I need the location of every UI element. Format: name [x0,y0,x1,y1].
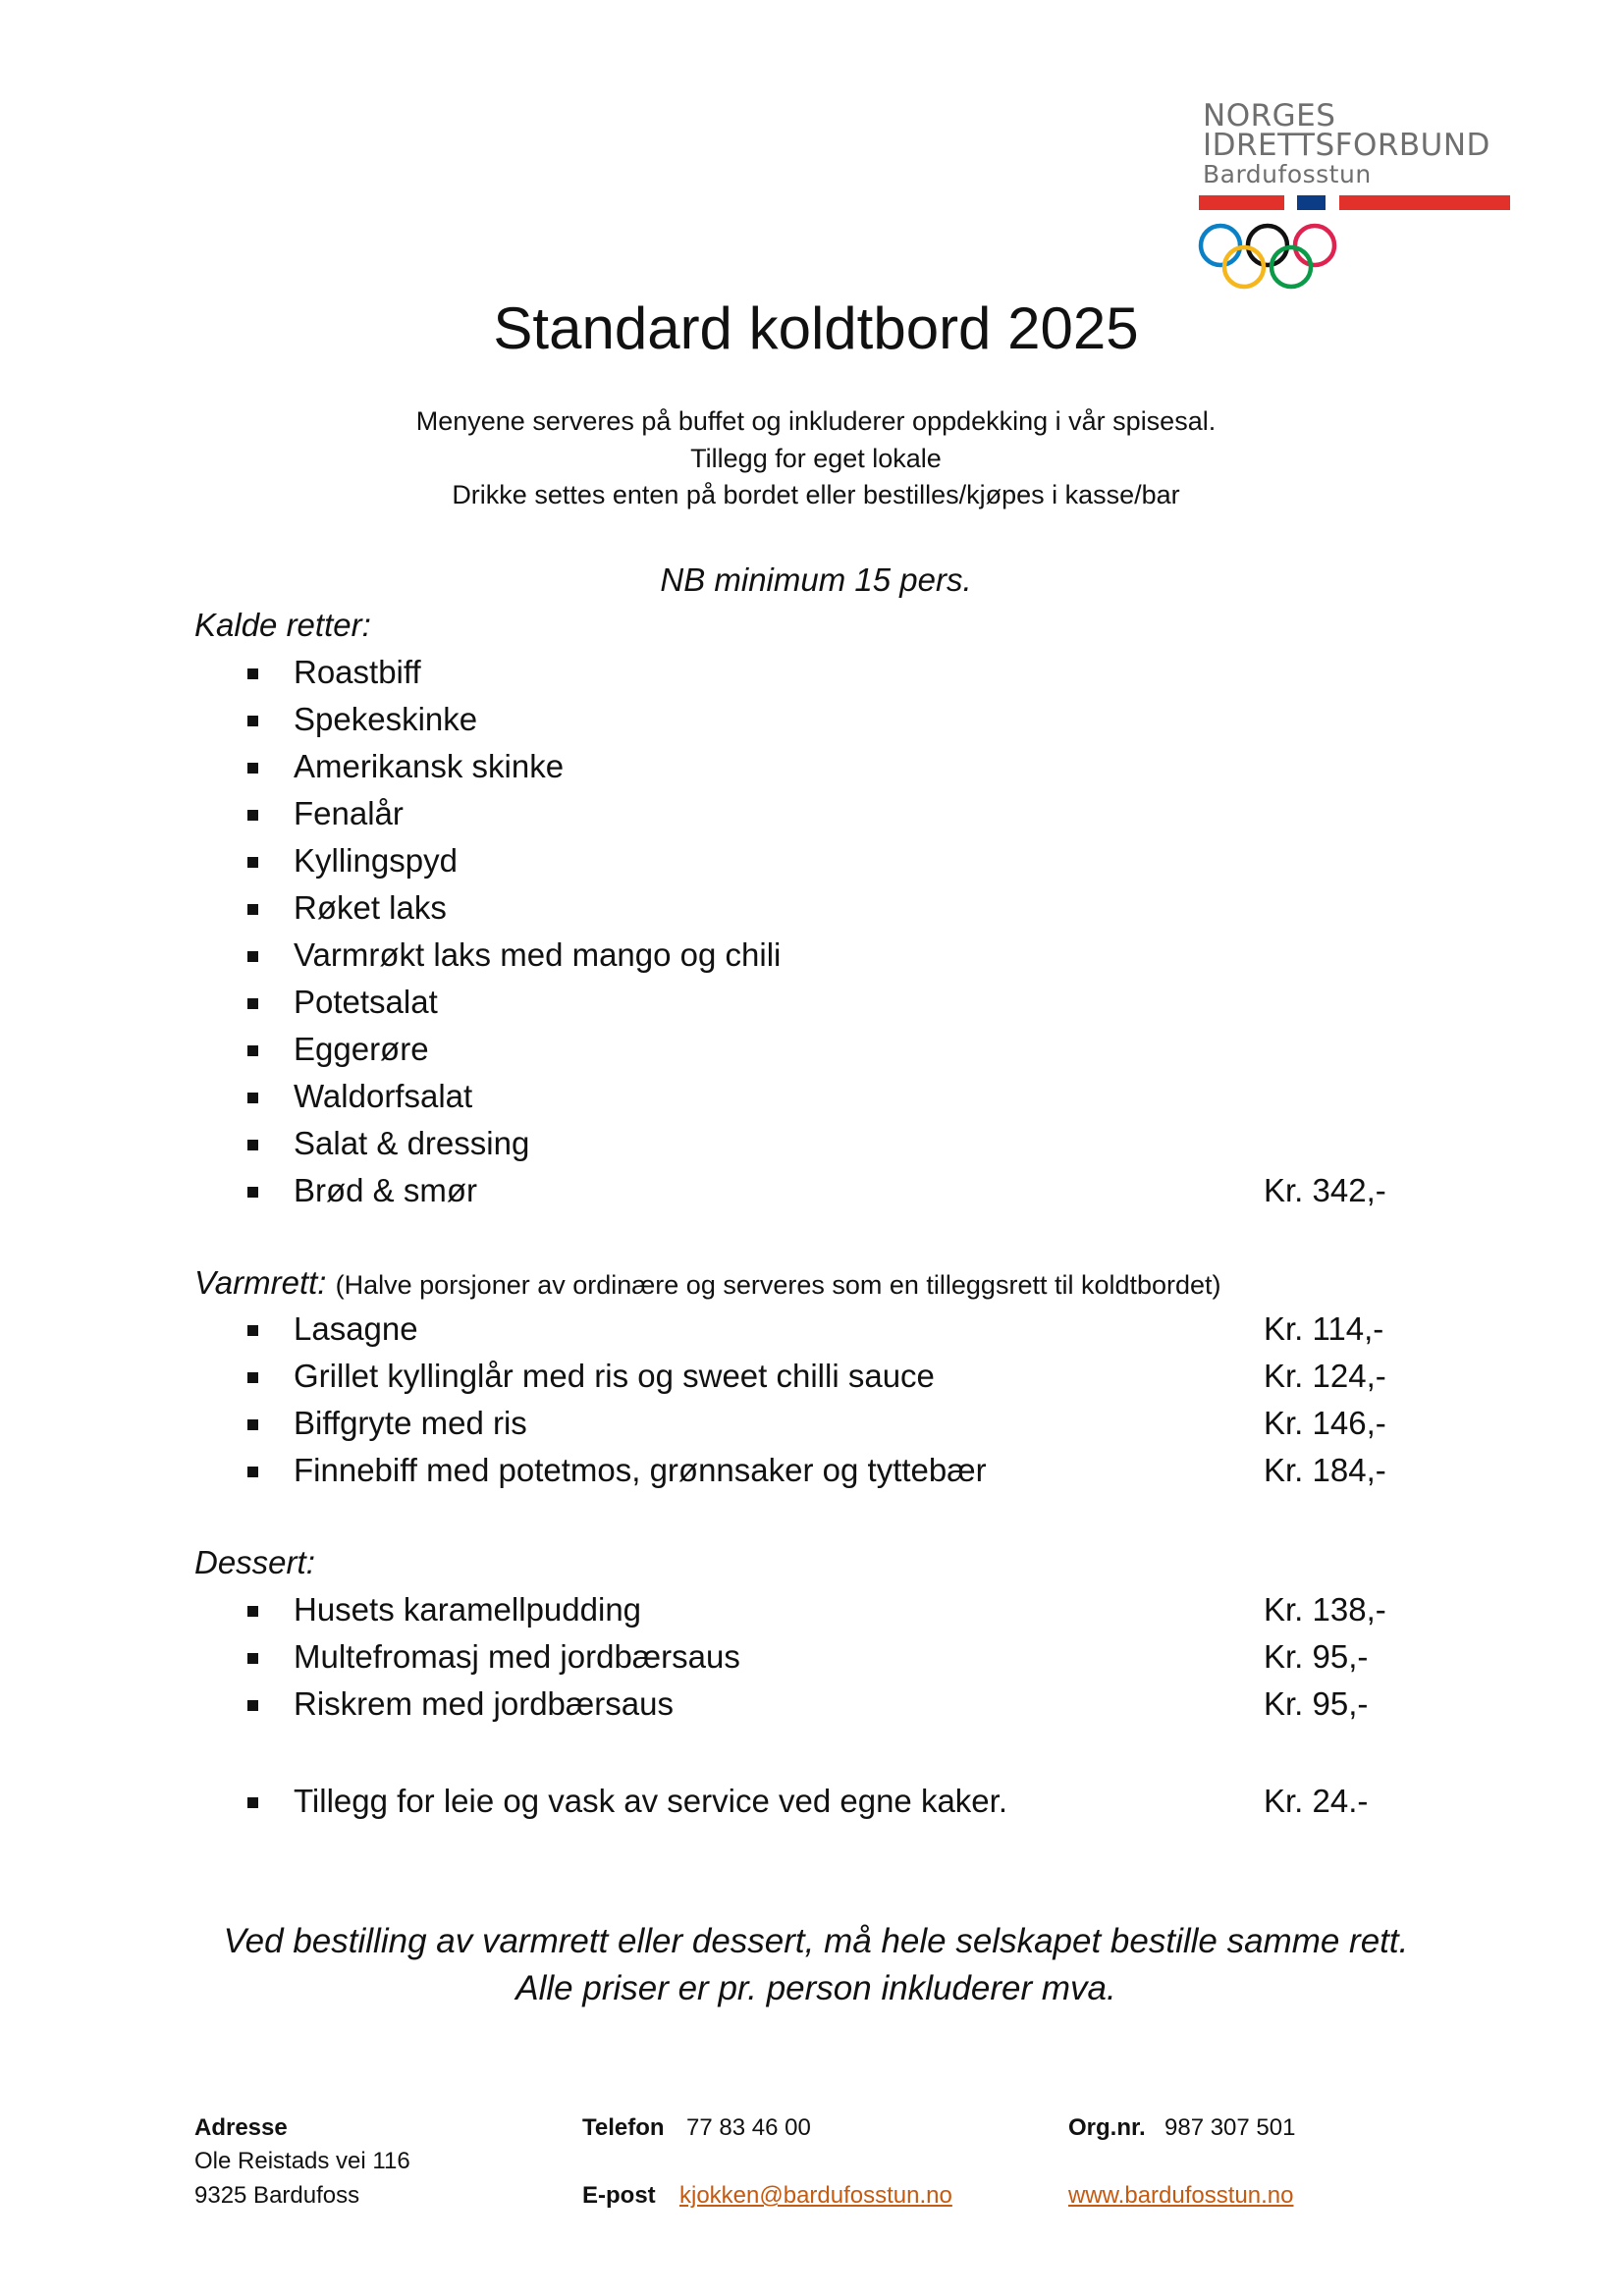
bullet-icon [247,1606,258,1617]
logo-line-idrettsforbund: IDRETTSFORBUND [1203,128,1490,163]
closing-note: Alle priser er pr. person inkluderer mva. [515,1969,1116,2007]
closing-note: Ved bestilling av varmrett eller dessert, må hele selskapet bestille samme rett. [223,1922,1409,1960]
bullet-icon [247,857,258,868]
org-label: Org.nr. [1068,2114,1146,2141]
menu-item-label: Varmrøkt laks med mango og chili [294,936,782,973]
bullet-icon [247,1140,258,1150]
menu-item-label: Fenalår [294,795,404,831]
bullet-icon [247,1467,258,1477]
menu-item-price: Kr. 138,- [1264,1591,1386,1628]
bullet-icon [247,1797,258,1808]
bullet-icon [247,904,258,915]
address-postal: 9325 Bardufoss [194,2182,360,2209]
email-label: E-post [582,2182,656,2209]
menu-item-label: Riskrem med jordbærsaus [294,1685,674,1722]
menu-item-label: Multefromasj med jordbærsaus [294,1638,740,1675]
logo-line-norges: NORGES [1203,98,1336,133]
bullet-icon [247,763,258,774]
bullet-icon [247,1653,258,1664]
menu-item-label: Lasagne [294,1310,418,1347]
section-heading-text: Dessert: [194,1544,315,1580]
phone-label: Telefon [582,2114,665,2141]
address-street: Ole Reistads vei 116 [194,2148,410,2174]
bullet-icon [247,1372,258,1383]
website-link[interactable]: www.bardufosstun.no [1068,2182,1294,2209]
menu-item-price: Kr. 124,- [1264,1358,1386,1394]
org-number: 987 307 501 [1164,2114,1296,2141]
bullet-icon [247,1093,258,1103]
bullet-icon [247,668,258,679]
logo-flag-stripe-blue [1297,195,1326,210]
bullet-icon [247,1325,258,1336]
menu-item-label: Amerikansk skinke [294,748,565,784]
bullet-icon [247,1419,258,1430]
section-heading [194,607,371,644]
menu-item-price: Kr. 95,- [1264,1638,1369,1675]
intro-line: Tillegg for eget lokale [690,444,942,473]
logo-line-bardufosstun: Bardufosstun [1203,160,1372,188]
bullet-icon [247,810,258,821]
page-title: Standard koldtbord 2025 [493,295,1139,361]
email-link[interactable]: kjokken@bardufosstun.no [679,2182,952,2209]
bullet-icon [247,1700,258,1711]
menu-item-label: Eggerøre [294,1031,429,1067]
menu-item-label: Spekeskinke [294,701,478,737]
menu-item-label: Grillet kyllinglår med ris og sweet chilli sauce [294,1358,935,1394]
menu-item-label: Roastbiff [294,654,421,690]
bullet-icon [247,951,258,962]
menu-item-price: Kr. 184,- [1264,1452,1386,1488]
menu-item-price: Kr. 342,- [1264,1172,1386,1208]
address-label: Adresse [194,2114,288,2141]
section-heading [194,1264,1221,1302]
bullet-icon [247,1187,258,1198]
menu-item-label: Røket laks [294,889,447,926]
menu-item-label: Salat & dressing [294,1125,530,1161]
section-heading-text: Varmrett: [194,1264,327,1301]
section-heading [194,1544,315,1581]
menu-item-price: Kr. 95,- [1264,1685,1369,1722]
menu-item-price: Kr. 146,- [1264,1405,1386,1441]
minimum-notice: NB minimum 15 pers. [660,561,972,598]
bullet-icon [247,716,258,726]
olympic-rings-icon [1196,221,1343,294]
section-heading-text: Kalde retter: [194,607,371,643]
phone-number: 77 83 46 00 [686,2114,811,2141]
extra-item-label: Tillegg for leie og vask av service ved egne kaker. [294,1783,1007,1819]
bullet-icon [247,998,258,1009]
section-note: (Halve porsjoner av ordinære og serveres som en tilleggsrett til koldtbordet) [335,1270,1221,1300]
menu-item-label: Brød & smør [294,1172,477,1208]
menu-item-label: Husets karamellpudding [294,1591,642,1628]
extra-item-price: Kr. 24.- [1264,1783,1369,1819]
menu-item-label: Finnebiff med potetmos, grønnsaker og tyttebær [294,1452,987,1488]
menu-item-label: Kyllingspyd [294,842,458,879]
menu-item-label: Potetsalat [294,984,438,1020]
menu-item-label: Waldorfsalat [294,1078,473,1114]
menu-item-label: Biffgryte med ris [294,1405,527,1441]
bullet-icon [247,1045,258,1056]
intro-line: Drikke settes enten på bordet eller bestilles/kjøpes i kasse/bar [452,480,1180,509]
logo-flag-stripe-red-left [1199,195,1284,210]
menu-item-price: Kr. 114,- [1264,1310,1384,1347]
logo-flag-stripe-red-right [1339,195,1510,210]
intro-line: Menyene serveres på buffet og inkluderer oppdekking i vår spisesal. [415,406,1217,436]
